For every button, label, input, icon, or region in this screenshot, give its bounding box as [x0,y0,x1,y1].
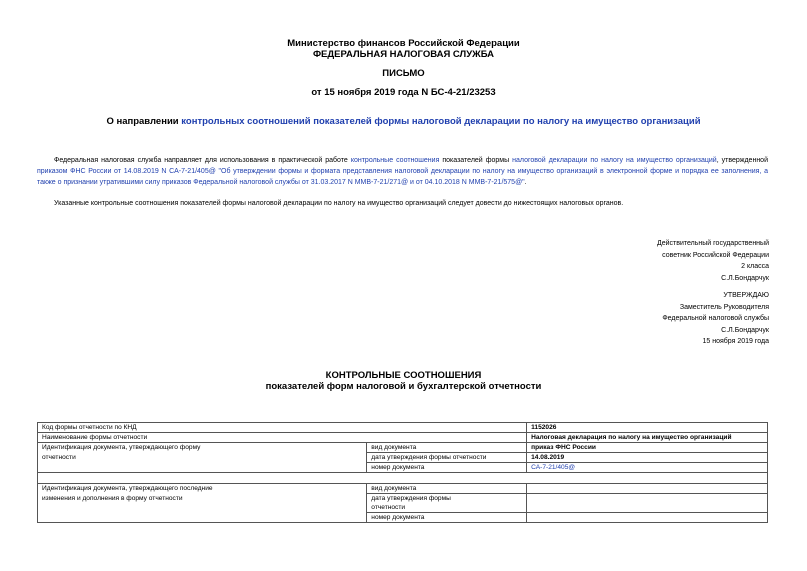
paragraph-1 [37,155,768,188]
link-declaration-form[interactable]: налоговой декларации по налогу на имущество организаций [512,157,717,164]
link-control-ratios[interactable]: контрольные соотношения [350,157,440,164]
table-cell-value: приказ ФНС России [527,443,768,453]
signature-line: 2 класса [741,263,769,270]
table-row [38,423,768,433]
table-cell-value [527,513,768,523]
table-cell-sublabel: отчетности [367,503,527,513]
table-cell-value [527,484,768,494]
table-row [38,503,768,513]
table-cell-sublabel: номер документа [367,513,527,523]
table-cell-label: Код формы отчетности по КНД [38,423,527,433]
table-cell-value [527,494,768,504]
form-info-table [37,422,768,523]
doc-type: ПИСЬМО [382,68,425,79]
doc-subject [0,116,807,127]
approval-block [662,290,769,348]
table-spacer-row [38,473,768,484]
subject-link[interactable]: контрольных соотношений показателей формы налоговой декларации по налогу на имущество организаций [181,116,701,127]
p1-text-a: Федеральная налоговая служба направляет для использования в практической работе [54,157,351,164]
table-cell-label: отчетности [38,453,367,463]
doc-date-number: от 15 ноября 2019 года N БС-4-21/23253 [311,87,496,98]
table-cell-sublabel: вид документа [367,443,527,453]
signature-block [657,238,769,284]
ministry-name: Министерство финансов Российской Федерации [287,38,520,49]
link-order[interactable]: приказом ФНС России от 14.08.2019 N СА-7-21/405@ "Об утверждении формы и формата представления налоговой декларации по налогу на имущество организаций в электронной форме и порядка ее заполнения, а также о признании утратившими силу приказов Федеральной налоговой службы от 31.03.2017 N ММВ-7-21/271@ и от 04.10.2018 N ММВ-7-21/575@" [37,168,768,186]
signature-line: Действительный государственный [657,240,769,247]
p1-text-c: , утвержденной [716,157,768,164]
table-cell-sublabel: номер документа [367,463,527,473]
table-cell-label [38,513,367,523]
table-row [38,473,768,484]
table-row [38,484,768,494]
table-cell-label: Идентификация документа, утверждающего последние [38,484,367,494]
table-cell-value: Налоговая декларация по налогу на имущество организаций [527,433,768,443]
paragraph-2: Указанные контрольные соотношения показателей формы налоговой декларации по налогу на имущество организаций следует довести до нижестоящих налоговых органов. [54,200,624,207]
section-title: КОНТРОЛЬНЫЕ СООТНОШЕНИЯ [325,370,482,381]
p1-text-d: . [524,179,527,186]
approval-heading: УТВЕРЖДАЮ [723,292,769,299]
approval-line: Федеральной налоговой службы [662,315,769,322]
table-cell-label: Идентификация документа, утверждающего форму [38,443,367,453]
table-row [38,463,768,473]
table-cell-value: 1152026 [527,423,768,433]
table-cell-label: изменения и дополнения в форму отчетности [38,494,367,504]
service-name: ФЕДЕРАЛЬНАЯ НАЛОГОВАЯ СЛУЖБА [312,49,495,60]
approval-name: С.Л.Бондарчук [721,326,769,334]
table-row [38,453,768,463]
p1-text-b: показателей формы [439,157,513,164]
table-cell-value: 14.08.2019 [527,453,768,463]
table-cell-link[interactable]: СА-7-21/405@ [527,463,768,473]
section-subtitle: показателей форм налоговой и бухгалтерской отчетности [265,381,542,392]
table-row [38,513,768,523]
table-row [38,494,768,504]
table-cell-label: Наименование формы отчетности [38,433,527,443]
table-cell-value [527,503,768,513]
table-cell-label [38,503,367,513]
signature-line: советник Российской Федерации [662,251,769,259]
table-cell-sublabel: дата утверждения формы [367,494,527,504]
table-cell-sublabel: вид документа [367,484,527,494]
table-row [38,443,768,453]
approval-line: Заместитель Руководителя [679,303,769,311]
approval-date: 15 ноября 2019 года [702,338,769,345]
table-cell-sublabel: дата утверждения формы отчетности [367,453,527,463]
signature-name: С.Л.Бондарчук [721,274,769,282]
table-row [38,433,768,443]
subject-prefix: О направлении [106,116,182,127]
table-cell-label [38,463,367,473]
